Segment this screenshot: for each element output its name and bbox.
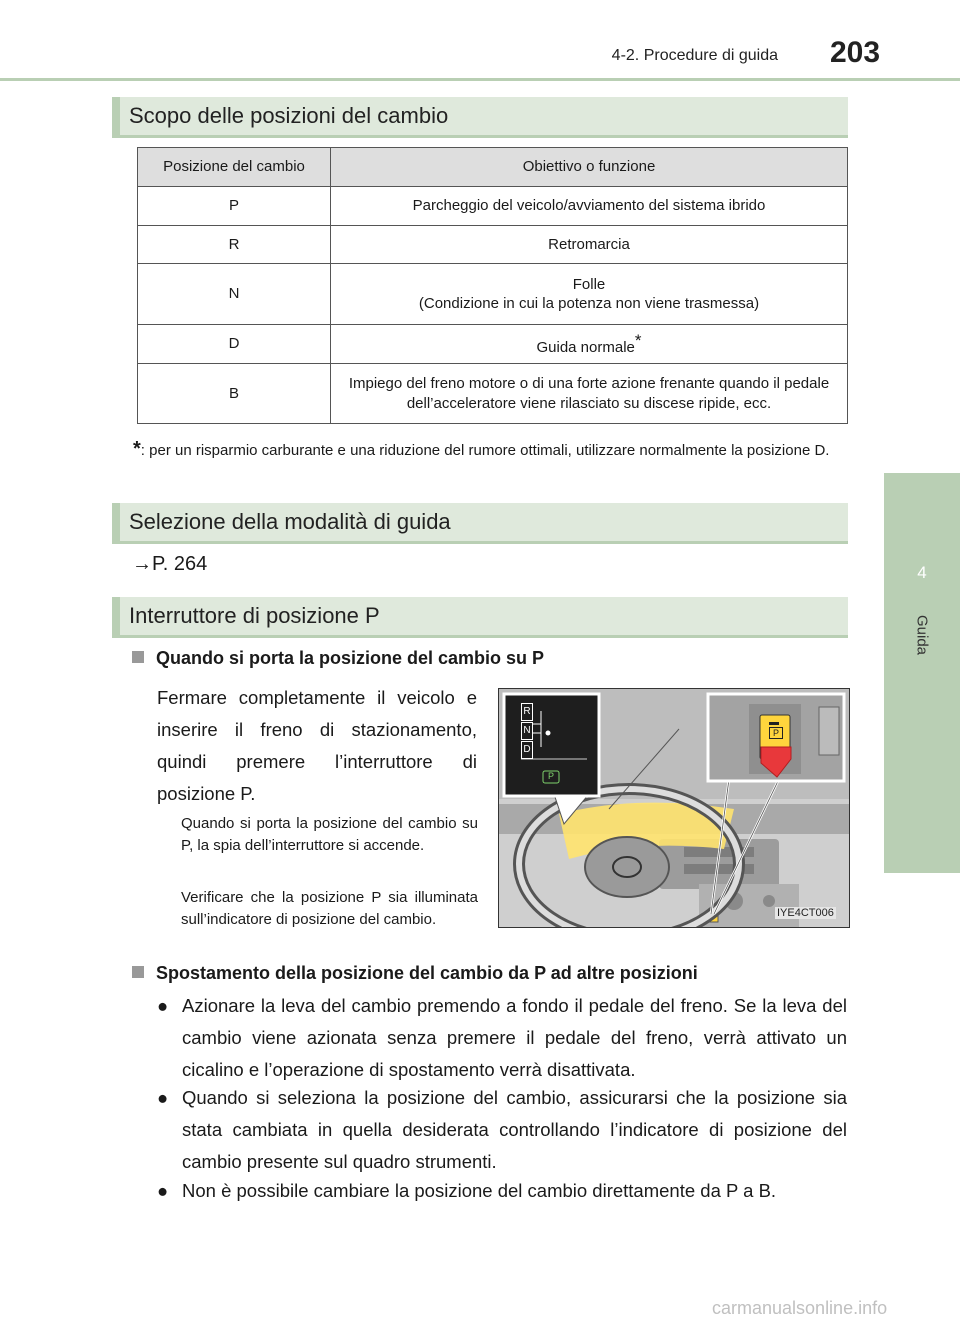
list-item (157, 1082, 847, 1178)
square-bullet-icon (132, 651, 144, 663)
list-item-text: Non è possibile cambiare la posizione del cambio direttamente da P a B. (182, 1180, 777, 1201)
shift-position-table (137, 147, 848, 424)
table-cell-function: Retromarcia (331, 226, 848, 264)
list-item (157, 1175, 847, 1207)
footnote-asterisk: * (133, 438, 141, 460)
table-row (138, 325, 848, 364)
table-row (138, 364, 848, 424)
table-header-position: Posizione del cambio (138, 148, 331, 187)
section-heading-drive-mode (112, 503, 848, 544)
note-paragraph: Quando si porta la posizione del cambio su P, la spia dell’interruttore si accende. (181, 815, 478, 854)
list-item-text: Azionare la leva del cambio premendo a fondo il pedale del freno. Se la leva del cambio viene azionata senza premere il pedale del freno, verrà attivato un cicalino e l’operazione di spostamento verrà disattivata. (182, 995, 847, 1080)
running-header-section: 4-2. Procedure di guida (611, 47, 778, 64)
watermark: carmanualsonline.info (712, 1298, 888, 1318)
shift-letter: D (521, 741, 533, 759)
heading-accent-bar (112, 503, 120, 541)
subheading-text: Quando si porta la posizione del cambio su P (156, 648, 545, 668)
table-cell-position: B (138, 364, 331, 424)
page-number: 203 (830, 36, 881, 69)
table-cell-function (331, 264, 848, 325)
chapter-label-box (884, 600, 960, 670)
table-footnote (133, 436, 853, 464)
header-rule (0, 78, 960, 81)
footnote-marker: * (634, 331, 642, 351)
function-line: Folle (572, 275, 606, 293)
table-header-function: Obiettivo o funzione (331, 148, 848, 187)
footnote-text: : per un risparmio carburante e una riduzione del rumore ottimali, utilizzare normalmente la posizione D. (140, 442, 830, 459)
table-cell-position: P (138, 187, 331, 226)
heading-accent-bar (112, 597, 120, 635)
list-item (157, 990, 847, 1086)
section-title: Interruttore di posizione P (129, 603, 380, 628)
table-row (138, 187, 848, 226)
function-text: Guida normale (536, 339, 635, 357)
table-cell-position: R (138, 226, 331, 264)
table-row (138, 226, 848, 264)
note-paragraph: Verificare che la posizione P sia illuminata sull’indicatore di posizione del cambio. (181, 889, 478, 928)
dashboard-drawing (499, 689, 849, 927)
chapter-number: 4 (917, 563, 927, 582)
instruction-paragraph: Fermare completamente il veicolo e inserire il freno di stazionamento, quindi premere l’interruttore di posizione P. (157, 687, 477, 804)
subheading (132, 963, 698, 984)
p-indicator-label: P (547, 771, 554, 781)
p-switch-label: P (769, 727, 783, 739)
shift-letter: N (521, 722, 533, 740)
section-title: Selezione della modalità di guida (129, 509, 451, 534)
table-header-row (138, 148, 848, 187)
figure-code: IYE4CT006 (777, 907, 834, 919)
list-item-text: Quando si seleziona la posizione del cambio, assicurarsi che la posizione sia stata cambiata in quella desiderata controllando l’indicatore di posizione del cambio presente sul quadro strumenti. (182, 1087, 847, 1172)
subheading-text: Spostamento della posizione del cambio da P ad altre posizioni (156, 963, 698, 983)
section-heading-p-switch (112, 597, 848, 638)
square-bullet-icon (132, 966, 144, 978)
table-cell-function (331, 325, 848, 364)
table-row (138, 264, 848, 325)
heading-accent-bar (112, 97, 120, 135)
subheading (132, 648, 544, 669)
arrow-icon: → (132, 553, 152, 575)
section-title: Scopo delle posizioni del cambio (129, 103, 449, 128)
chapter-tab (884, 473, 960, 873)
page-reference: P. 264 (152, 553, 208, 575)
table-cell-function: Impiego del freno motore o di una forte azione frenante quando il pedale dell’acceleratore viene rilasciato su discese ripide, ecc. (331, 364, 848, 424)
section-heading-shift-positions (112, 97, 848, 138)
page-reference-link[interactable] (132, 553, 207, 576)
shift-letter: R (521, 703, 533, 721)
dashboard-illustration (498, 688, 850, 928)
shift-indicator (521, 703, 533, 759)
table-cell-position: N (138, 264, 331, 325)
table-cell-function: Parcheggio del veicolo/avviamento del sistema ibrido (331, 187, 848, 226)
function-line: (Condizione in cui la potenza non viene trasmessa) (418, 295, 760, 312)
bullet-icon: ● (157, 995, 169, 1016)
table-cell-position: D (138, 325, 331, 364)
chapter-label: Guida (913, 614, 931, 656)
bullet-icon: ● (157, 1087, 169, 1108)
bullet-icon: ● (157, 1180, 169, 1201)
